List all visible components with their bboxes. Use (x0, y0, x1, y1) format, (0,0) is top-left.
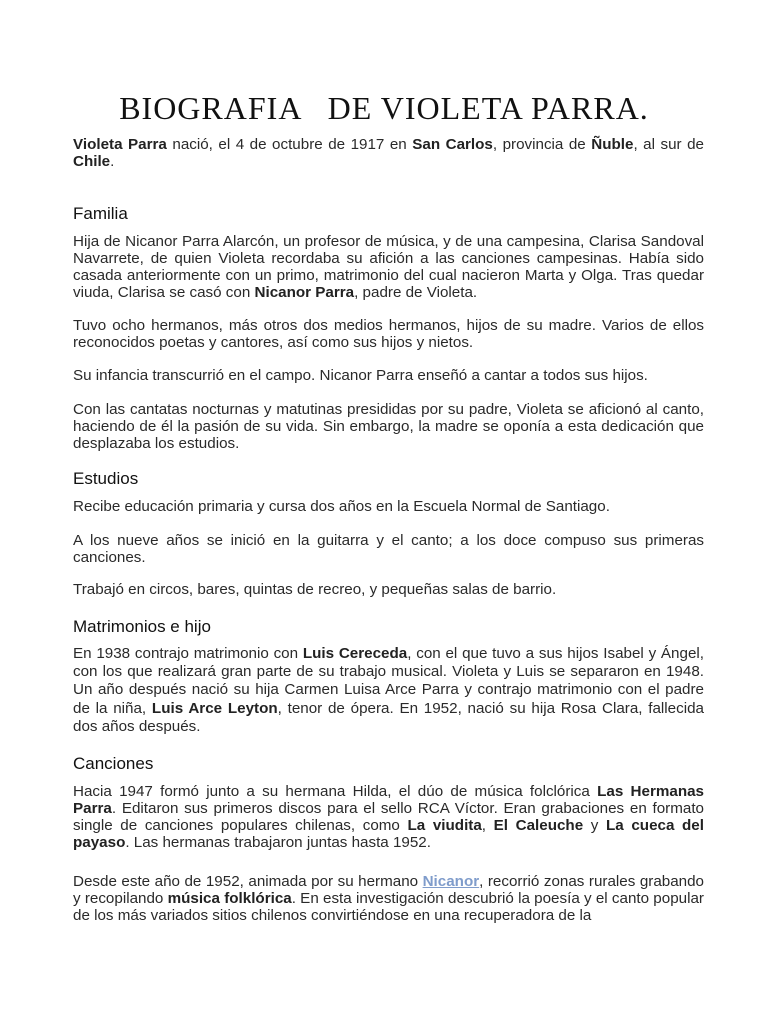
canciones-p2-text-1: Desde este año de 1952, animada por su hermano (73, 873, 423, 890)
intro-paragraph (73, 136, 704, 170)
estudios-paragraph-1: Recibe educación primaria y cursa dos años en la Escuela Normal de Santiago. (73, 498, 610, 515)
canciones-paragraph-1 (73, 783, 704, 851)
canciones-paragraph-2 (73, 873, 704, 924)
bold-musica-folklorica: música folklórica (167, 890, 292, 907)
familia-paragraph-3: Su infancia transcurrió en el campo. Nicanor Parra enseñó a cantar a todos sus hijos. (73, 367, 648, 384)
bold-nicanor-parra: Nicanor Parra (254, 284, 355, 301)
canciones-p1-text-5: . Las hermanas trabajaron juntas hasta 1952. (125, 834, 431, 851)
canciones-p1-text-4: y (583, 817, 606, 834)
bold-nuble: Ñuble (591, 136, 634, 153)
heading-canciones: Canciones (73, 754, 154, 773)
canciones-p1-text-3: , (481, 817, 494, 834)
estudios-paragraph-2: A los nueve años se inició en la guitarra y el canto; a los doce compuso sus primeras canciones. (73, 532, 704, 566)
intro-text-2: , provincia de (492, 136, 592, 153)
familia-p1-text: Hija de Nicanor Parra Alarcón, un profesor de música, y de una campesina, Clarisa Sandoval Navarrete, de quien Violeta recordaba su afición a las canciones campesinas. Había sido casada anteriormente con un primo, matrimonio del cual nacieron Marta y Olga. Tras quedar viuda, Clarisa se casó con (73, 233, 704, 301)
heading-matrimonios: Matrimonios e hijo (73, 617, 211, 636)
bold-las-hermanas-parra: Las Hermanas Parra (73, 783, 704, 817)
canciones-p2-text-3: . En esta investigación descubrió la poesía y el canto popular de los más variados sitios chilenos convirtiéndose en una recuperadora de la (73, 890, 704, 924)
matrimonios-text-3: , tenor de ópera. En 1952, nació su hija Rosa Clara, fallecida dos años después. (73, 699, 704, 735)
familia-paragraph-2: Tuvo ocho hermanos, más otros dos medios hermanos, hijos de su madre. Varios de ellos reconocidos poetas y cantores, así como sus hijos y nietos. (73, 317, 704, 351)
page-title: BIOGRAFIA DE VIOLETA PARRA. (119, 90, 649, 126)
heading-estudios: Estudios (73, 469, 139, 488)
familia-p1-end: , padre de Violeta. (354, 284, 478, 301)
canciones-p1-text-1: Hacia 1947 formó junto a su hermana Hilda, el dúo de música folclórica (73, 783, 598, 800)
bold-luis-cereceda: Luis Cereceda (302, 645, 408, 662)
matrimonios-paragraph (73, 645, 704, 736)
intro-text-3: , al sur de (633, 136, 704, 153)
bold-la-viudita: La viudita (407, 817, 482, 834)
intro-text-4: . (110, 153, 115, 170)
intro-text-1: nació, el 4 de octubre de 1917 en (166, 136, 413, 153)
bold-la-cueca-del-payaso: La cueca del payaso (73, 817, 704, 851)
nicanor-link[interactable]: Nicanor (422, 873, 480, 890)
matrimonios-text-2: , con el que tuvo a sus hijos Isabel y Ángel, con los que realizará gran parte de su trabajo musical. Violeta y Luis se separaron en 1948. Un año después nació su hija Carmen Luisa Arce Parra y contrajo matrimonio con el padre de la niña, (73, 645, 704, 717)
bold-violeta-parra: Violeta Parra (73, 136, 167, 153)
bold-san-carlos: San Carlos (412, 136, 493, 153)
matrimonios-text-1: En 1938 contrajo matrimonio con (73, 645, 303, 662)
bold-chile: Chile (73, 153, 111, 170)
canciones-p2-text-2: , recorrió zonas rurales grabando y recopilando (73, 873, 704, 907)
canciones-p1-text-2: . Editaron sus primeros discos para el sello RCA Víctor. Eran grabaciones en formato single de canciones populares chilenas, como (73, 800, 704, 834)
bold-luis-arce-leyton: Luis Arce Leyton (151, 699, 278, 717)
heading-familia: Familia (73, 204, 128, 223)
familia-paragraph-4: Con las cantatas nocturnas y matutinas presididas por su padre, Violeta se aficionó al canto, haciendo de él la pasión de su vida. Sin embargo, la madre se oponía a esta dedicación que desplazaba los estudios. (73, 401, 704, 452)
estudios-paragraph-3: Trabajó en circos, bares, quintas de recreo, y pequeñas salas de barrio. (73, 581, 557, 598)
familia-paragraph-1 (73, 233, 704, 301)
bold-el-caleuche: El Caleuche (493, 817, 584, 834)
